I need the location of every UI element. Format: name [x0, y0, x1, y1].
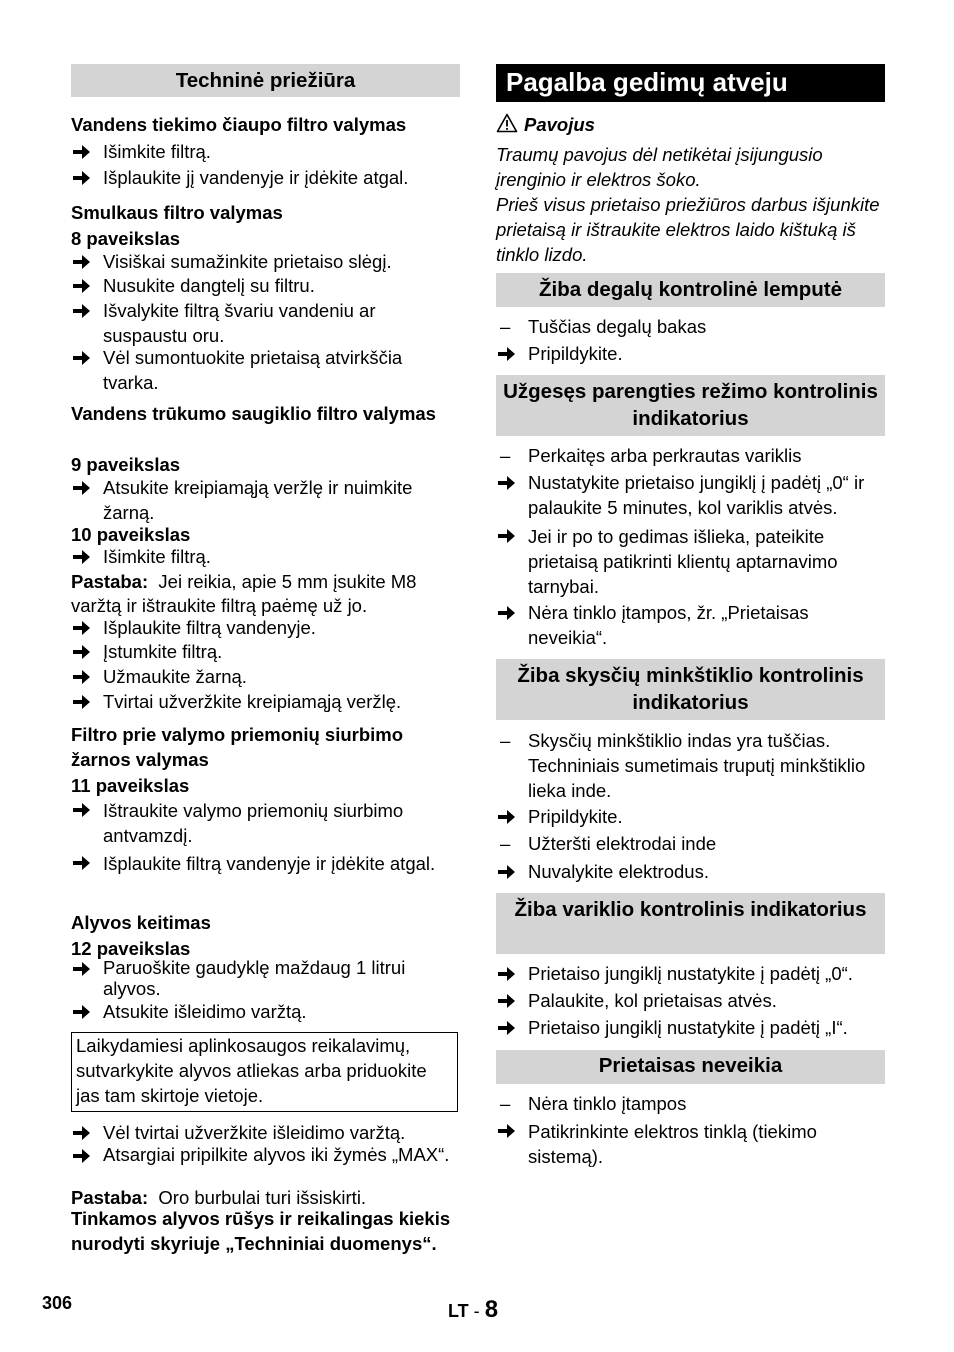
fault-header: Prietaisas neveikia	[496, 1050, 885, 1084]
list-item: Paruoškite gaudyklę maždaug 1 litrui alyvos.	[71, 957, 460, 999]
arrow-right-icon	[71, 851, 95, 876]
fault-header: Užgesęs parengties režimo kontrolinis indikatorius	[496, 375, 885, 436]
arrow-right-icon	[71, 665, 95, 690]
arrow-right-icon	[71, 798, 95, 823]
list-item: Vėl sumontuokite prietaisą atvirkščia tvarka.	[71, 346, 460, 395]
arrow-right-icon	[71, 166, 95, 191]
arrow-right-icon	[71, 274, 95, 299]
arrow-right-icon	[71, 616, 95, 641]
list-item: – Užteršti elektrodai inde	[496, 832, 885, 857]
list-item: Nėra tinklo įtampos, žr. „Prietaisas neveikia“.	[496, 601, 885, 650]
arrow-right-icon	[496, 805, 520, 830]
list-item: – Skysčių minkštiklio indas yra tuščias. Techniniais sumetimais truputį minkštiklio lieka inde.	[500, 730, 866, 801]
figure-ref: 10 paveikslas	[71, 524, 191, 545]
footer-section-ref: LT - 8	[448, 1296, 499, 1323]
subsection-title: Smulkaus filtro valymas	[71, 202, 283, 223]
arrow-right-icon	[71, 640, 95, 665]
list-item: Nusukite dangtelį su filtru.	[71, 274, 460, 299]
list-item: – Nėra tinklo įtampos	[496, 1092, 885, 1117]
list-item: – Tuščias degalų bakas	[496, 315, 885, 340]
page-number: 306	[42, 1293, 73, 1313]
list-item: Pripildykite.	[496, 342, 885, 367]
danger-text: Traumų pavojus dėl netikėtai įsijungusio įrenginio ir elektros šoko.	[496, 144, 823, 190]
fault-header: Žiba skysčių minkštiklio kontrolinis indikatorius	[496, 659, 885, 720]
arrow-right-icon	[71, 476, 95, 501]
figure-ref: 12 paveikslas	[71, 938, 191, 959]
figure-ref: 9 paveikslas	[71, 454, 181, 475]
list-item: Ištraukite valymo priemonių siurbimo antvamzdį.	[71, 798, 460, 848]
list-item: Tvirtai užveržkite kreipiamąją veržlę.	[71, 690, 460, 715]
arrow-right-icon	[496, 860, 520, 885]
arrow-right-icon	[71, 250, 95, 275]
arrow-right-icon	[496, 962, 520, 987]
arrow-right-icon	[71, 140, 95, 165]
arrow-right-icon	[496, 989, 520, 1014]
list-item: Nustatykite prietaiso jungiklį į padėtį „0“ ir palaukite 5 minutes, kol variklis atvės.	[496, 471, 885, 520]
list-item: Išplaukite filtrą vandenyje.	[71, 616, 460, 641]
list-item: Pripildykite.	[496, 805, 885, 830]
arrow-right-icon	[496, 524, 520, 549]
fault-header: Žiba degalų kontrolinė lemputė	[496, 273, 885, 307]
list-item: Jei ir po to gedimas išlieka, pateikite prietaisą patikrinti klientų aptarnavimo tarnybai.	[496, 524, 885, 599]
environment-note-box: Laikydamiesi aplinkosaugos reikalavimų, sutvarkykite alyvos atliekas arba priduokite jas tam skirtoje vietoje.	[71, 1032, 458, 1112]
dash-bullet: –	[500, 1093, 511, 1114]
arrow-right-icon	[71, 690, 95, 715]
arrow-right-icon	[71, 1121, 95, 1146]
list-item: Patikrinkinte elektros tinklą (tiekimo sistemą).	[496, 1119, 885, 1169]
arrow-right-icon	[71, 1000, 95, 1025]
danger-text: Prieš visus prietaiso priežiūros darbus išjunkite prietaisą ir ištraukite elektros laido kištuką iš tinklo lizdo.	[496, 194, 880, 265]
list-item: Vėl tvirtai užveržkite išleidimo varžtą.	[71, 1121, 460, 1146]
list-item: Išplaukite jį vandenyje ir įdėkite atgal.	[71, 166, 460, 191]
dash-bullet: –	[500, 445, 511, 466]
list-item: Išplaukite filtrą vandenyje ir įdėkite atgal.	[71, 851, 460, 876]
list-item: Užmaukite žarną.	[71, 665, 460, 690]
bold-remark: Tinkamos alyvos rūšys ir reikalingas kiekis nurodyti skyriuje „Techniniai duomenys“.	[71, 1208, 451, 1254]
subsection-title: Filtro prie valymo priemonių siurbimo žarnos valymas	[71, 724, 404, 770]
list-item: Prietaiso jungiklį nustatykite į padėtį „I“.	[496, 1016, 885, 1041]
list-item: Išvalykite filtrą švariu vandeniu ar suspaustu oru.	[71, 299, 460, 348]
fault-header: Žiba variklio kontrolinis indikatorius	[496, 893, 885, 954]
subsection-title: Vandens tiekimo čiaupo filtro valymas	[71, 114, 407, 135]
list-item: Įstumkite filtrą.	[71, 640, 460, 665]
danger-heading: Pavojus	[496, 112, 885, 137]
list-item: Prietaiso jungiklį nustatykite į padėtį „0“.	[496, 962, 885, 987]
section-header-maintenance: Techninė priežiūra	[71, 64, 460, 97]
list-item: Atsukite kreipiamąją veržlę ir nuimkite žarną.	[71, 476, 460, 525]
figure-ref: 8 paveikslas	[71, 228, 181, 249]
note-paragraph: Pastaba: Oro burbulai turi išsiskirti.	[71, 1187, 367, 1208]
note-paragraph: Pastaba: Jei reikia, apie 5 mm įsukite M8 varžtą ir ištraukite filtrą paėmę už jo.	[71, 571, 417, 616]
figure-ref: 11 paveikslas	[71, 775, 190, 796]
arrow-right-icon	[71, 346, 95, 371]
dash-bullet: –	[500, 833, 511, 854]
arrow-right-icon	[71, 545, 95, 570]
arrow-right-icon	[71, 957, 95, 981]
subsection-title: Alyvos keitimas	[71, 912, 211, 933]
list-item: Atsukite išleidimo varžtą.	[71, 1000, 460, 1025]
arrow-right-icon	[71, 1144, 95, 1168]
list-item: – Perkaitęs arba perkrautas variklis	[496, 444, 885, 469]
arrow-right-icon	[496, 1119, 520, 1144]
list-item: Nuvalykite elektrodus.	[496, 860, 885, 885]
list-item: Visiškai sumažinkite prietaiso slėgį.	[71, 250, 460, 275]
dash-bullet: –	[500, 730, 511, 751]
arrow-right-icon	[496, 471, 520, 496]
list-item: Išimkite filtrą.	[71, 140, 460, 165]
arrow-right-icon	[496, 601, 520, 626]
arrow-right-icon	[496, 1016, 520, 1041]
arrow-right-icon	[71, 299, 95, 324]
arrow-right-icon	[496, 342, 520, 367]
list-item: Atsargiai pripilkite alyvos iki žymės „MAX“.	[71, 1144, 460, 1165]
chapter-title: Pagalba gedimų atveju	[496, 64, 885, 102]
subsection-title: Vandens trūkumo saugiklio filtro valymas	[71, 403, 436, 424]
dash-bullet: –	[500, 316, 511, 337]
warning-triangle-icon	[496, 113, 518, 133]
list-item: Palaukite, kol prietaisas atvės.	[496, 989, 885, 1014]
list-item: Išimkite filtrą.	[71, 545, 460, 570]
